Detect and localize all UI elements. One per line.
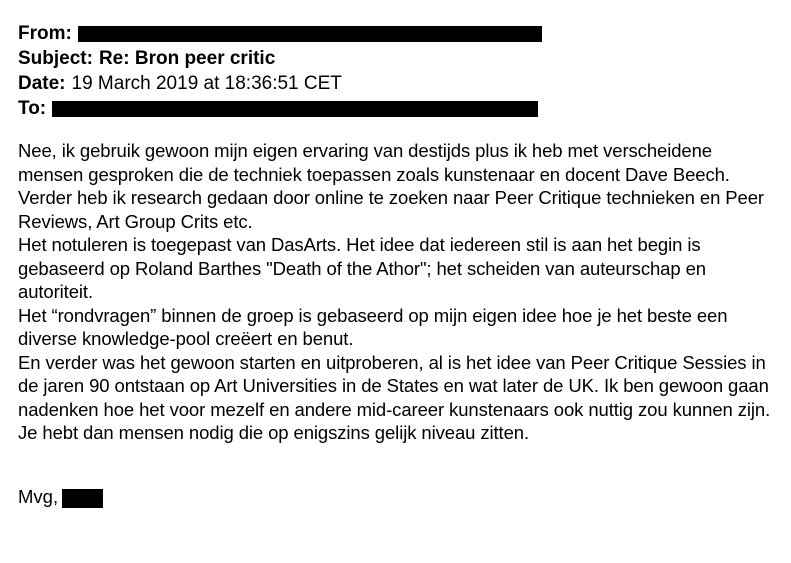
from-label: From: xyxy=(18,23,72,44)
header-row-subject xyxy=(18,47,773,70)
email-body xyxy=(18,139,773,445)
body-paragraph-3: Het “rondvragen” binnen de groep is gebaseerd op mijn eigen idee hoe je het beste een diverse knowledge-pool creëert en benut. xyxy=(18,304,728,349)
header-row-to xyxy=(18,97,773,120)
header-row-from xyxy=(18,22,773,45)
subject-value: Re: Bron peer critic xyxy=(98,48,276,69)
header-row-date xyxy=(18,72,773,95)
email-headers xyxy=(18,22,773,120)
subject-label: Subject: xyxy=(18,48,93,69)
to-redaction xyxy=(52,101,538,117)
email-signature xyxy=(18,485,773,509)
signature-text: Mvg, xyxy=(18,485,59,507)
body-paragraph-4: En verder was het gewoon starten en uitproberen, al is het idee van Peer Critique Sessies in de jaren 90 ontstaan op Art Universities in de States en wat later de UK. Ik ben gewoon gaan nadenken hoe het voor mezelf en andere mid-career kunstenaars ook nuttig zou kunnen zijn. Je hebt dan mensen nodig die op enigszins gelijk niveau zitten. xyxy=(18,351,771,443)
signature-redaction xyxy=(62,489,103,508)
date-label: Date: xyxy=(18,73,66,94)
date-value: 19 March 2019 at 18:36:51 CET xyxy=(71,73,342,94)
from-redaction xyxy=(78,26,542,42)
body-paragraph-2: Het notuleren is toegepast van DasArts. Het idee dat iedereen stil is aan het begin is gebaseerd op Roland Barthes "Death of the Athor"; het scheiden van auteurschap en autoriteit. xyxy=(18,234,706,302)
to-label: To: xyxy=(18,98,47,119)
body-paragraph-1: Nee, ik gebruik gewoon mijn eigen ervaring van destijds plus ik heb met verscheidene mensen gesproken die de techniek toepassen zoals kunstenaar en docent Dave Beech. Verder heb ik research gedaan door online te zoeken naar Peer Critique technieken en Peer Reviews, Art Group Crits etc. xyxy=(18,140,764,232)
